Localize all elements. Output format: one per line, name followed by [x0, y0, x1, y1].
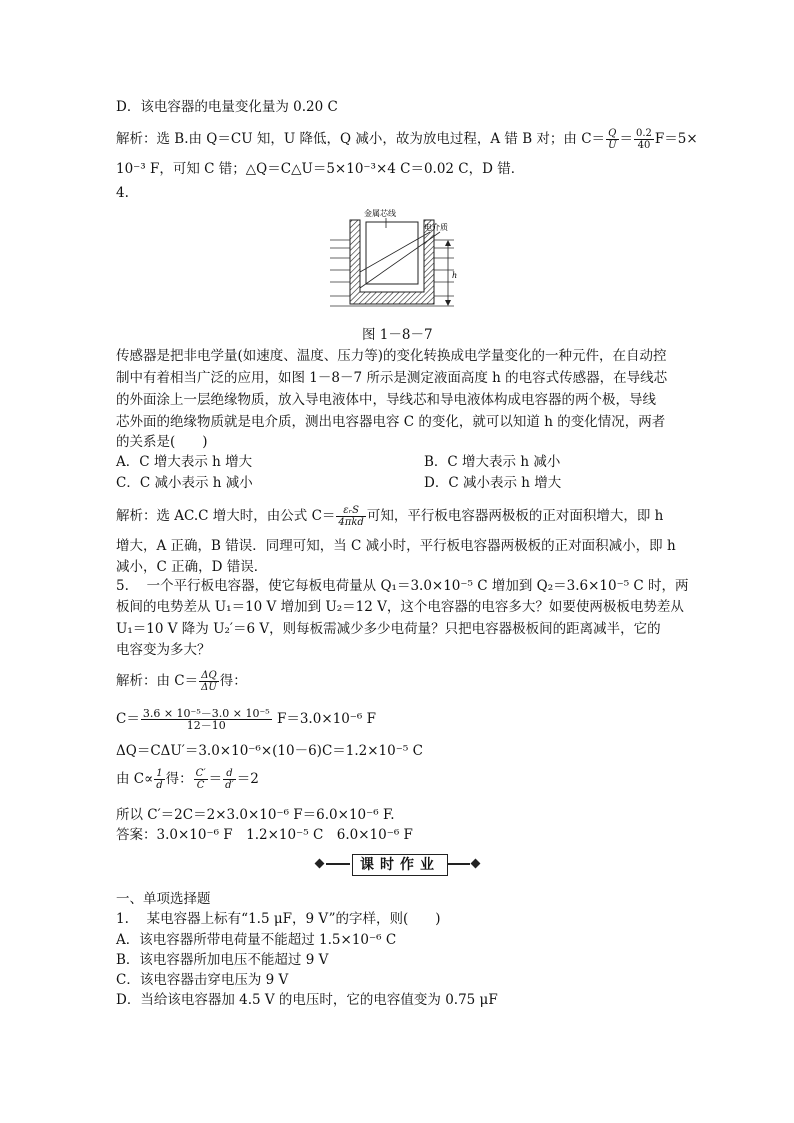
- q4-solution-2: 增大，A 正确，B 错误．同理可知，当 C 减小时，平行板电容器两极板的正对面积减小，即 h: [116, 538, 676, 554]
- q4-option-d: D．C 减小表示 h 增大: [424, 475, 562, 491]
- q4-option-b: B．C 增大表示 h 减小: [424, 454, 561, 470]
- solution-3-line-1: 解析：选 B.由 Q＝CU 知，U 降低，Q 减小，故为放电过程，A 错 B 对；由 C＝ $\frac{Q}{U}$ ＝ $\frac{0.2}{40}$ F＝5×: [116, 128, 698, 151]
- figure-caption: 图 1－8－7: [362, 327, 433, 343]
- q4-solution-1: 解析：选 AC.C 增大时，由公式 C＝ $\frac{\text{εᵣS}}{\text{4πkd}}$ 可知，平行板电容器两极板的正对面积增大，即 h: [116, 505, 664, 528]
- fraction-calc-capacitance: $\frac{\text{3.6 × 10⁻⁵－3.0 × 10⁻⁵}}{12-10}$: [142, 707, 270, 732]
- q5-answer-5: 所以 C′＝2C＝2×3.0×10⁻⁶ F＝6.0×10⁻⁶ F.: [116, 807, 395, 823]
- capacitor-sensor-figure: [330, 208, 470, 318]
- solution-3-line-2: 10⁻³ F，可知 C 错；△Q＝C△U＝5×10⁻³×4 C＝0.02 C，D 错．: [116, 161, 525, 177]
- fraction-capacitance-formula: $\frac{\text{εᵣS}}{\text{4πkd}}$: [338, 505, 364, 528]
- q5-answer-2: C＝ $\frac{\text{3.6 × 10⁻⁵－3.0 × 10⁻⁵}}{12-10}$ F＝3.0×10⁻⁶ F: [116, 707, 377, 732]
- section-heading: 一、单项选择题: [116, 891, 211, 907]
- q4-para-1: 传感器是把非电学量(如速度、温度、压力等)的变化转换成电学量变化的一种元件，在自动控: [116, 348, 667, 364]
- q5-line-1: 5. 一个平行板电容器，使它每板电荷量从 Q₁＝3.0×10⁻⁵ C 增加到 Q₂＝3.6×10⁻⁵ C 时，两: [116, 578, 689, 594]
- q4-para-2: 制中有着相当广泛的应用，如图 1－8－7 所示是测定液面高度 h 的电容式传感器，在导线芯: [116, 370, 668, 386]
- q5-answer-4: 由 C∝ $\frac{1}{d}$ 得： $\frac{C'}{C}$ ＝ $\frac{d}{d'}$ ＝2: [116, 768, 259, 791]
- q4-option-a: A．C 增大表示 h 增大: [116, 454, 253, 470]
- question-4-number: 4.: [116, 185, 129, 201]
- fraction-1-over-d: $\frac{1}{d}$: [156, 768, 163, 791]
- hw-q1: 1. 某电容器上标有“1.5 μF，9 V”的字样，则( ): [116, 911, 441, 927]
- q4-para-4: 芯外面的绝缘物质就是电介质，测出电容器电容 C 的变化，就可以知道 h 的变化情况，两者: [116, 414, 666, 430]
- fraction-0.2-over-40: $\frac{0.2}{40}$: [636, 128, 652, 151]
- hw-q1-option-d: D．当给该电容器加 4.5 V 的电压时，它的电容值变为 0.75 μF: [116, 992, 498, 1008]
- diamond-icon: [471, 859, 481, 869]
- fraction-c-ratio: $\frac{C'}{C}$: [195, 768, 206, 791]
- banner-title: 课时作业: [352, 854, 448, 876]
- fraction-dq-over-du: $\frac{\Delta Q}{\Delta U}$: [201, 670, 217, 693]
- q5-final-answer: 答案：3.0×10⁻⁶ F 1.2×10⁻⁵ C 6.0×10⁻⁶ F: [116, 827, 413, 843]
- fraction-q-over-u: $\frac{Q}{U}$: [608, 128, 617, 151]
- q5-line-2: 板间的电势差从 U₁＝10 V 增加到 U₂＝12 V，这个电容器的电容多大？如要使两极板电势差从: [116, 599, 684, 615]
- label-metal-core: 金属芯线: [364, 209, 396, 218]
- label-dielectric: 电介质: [424, 223, 448, 232]
- diamond-icon: [315, 859, 325, 869]
- q4-para-5: 的关系是( ): [116, 434, 208, 450]
- hw-q1-option-c: C．该电容器击穿电压为 9 V: [116, 972, 289, 988]
- q5-line-4: 电容变为多大？: [116, 642, 211, 658]
- label-h: h: [452, 271, 458, 280]
- homework-banner: [314, 852, 482, 876]
- q5-answer-1: 解析：由 C＝ $\frac{\Delta Q}{\Delta U}$ 得：: [116, 670, 247, 693]
- option-d-line: D．该电容器的电量变化量为 0.20 C: [116, 99, 338, 115]
- q5-answer-3: ΔQ＝CΔU′＝3.0×10⁻⁶×(10－6)C＝1.2×10⁻⁵ C: [116, 743, 423, 759]
- fraction-d-ratio: $\frac{d}{d'}$: [225, 768, 234, 791]
- q5-line-3: U₁＝10 V 降为 U₂′＝6 V，则每板需减少多少电荷量？只把电容器极板间的距离减半，它的: [116, 621, 661, 637]
- q4-para-3: 的外面涂上一层绝缘物质，放入导电液体中，导线芯和导电液体构成电容器的两个极，导线: [116, 392, 656, 408]
- hw-q1-option-b: B．该电容器所加电压不能超过 9 V: [116, 952, 329, 968]
- hw-q1-option-a: A．该电容器所带电荷量不能超过 1.5×10⁻⁶ C: [116, 932, 397, 948]
- q4-option-c: C．C 减小表示 h 减小: [116, 475, 253, 491]
- q4-solution-3: 减小，C 正确，D 错误．: [116, 559, 268, 575]
